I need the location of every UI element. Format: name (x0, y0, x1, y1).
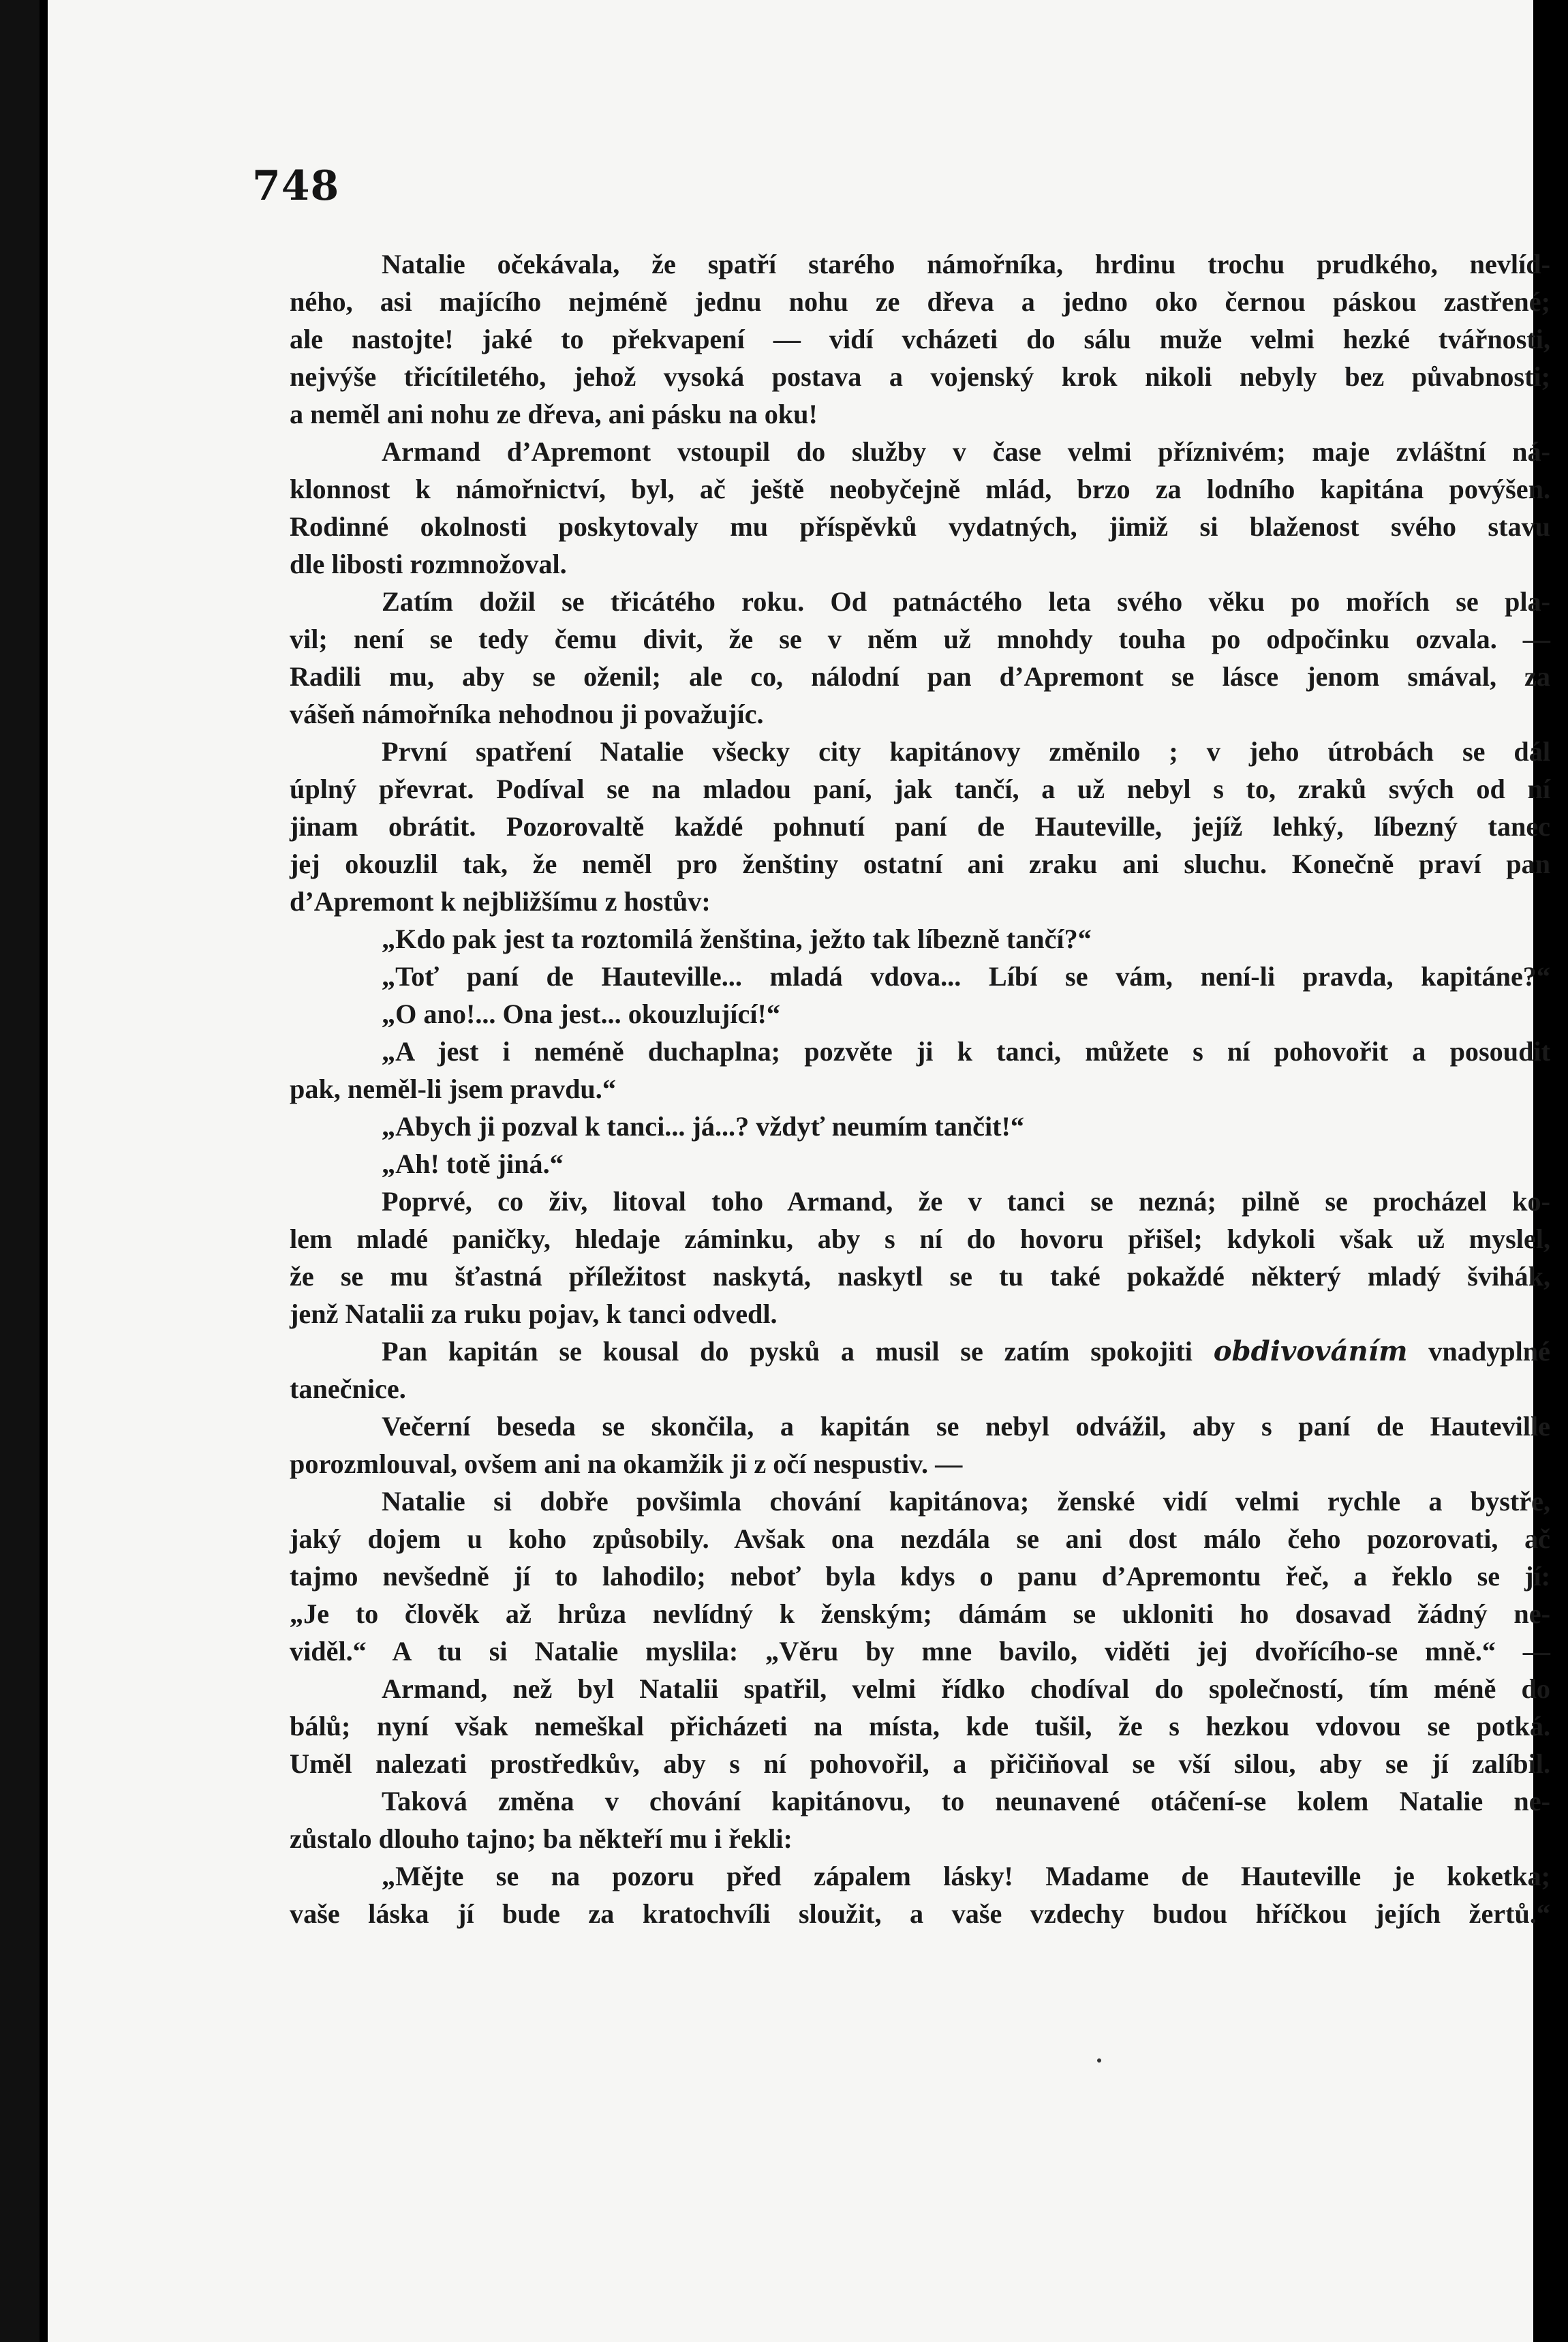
print-speck (1097, 2058, 1101, 2063)
book-page (48, 0, 1550, 2342)
text-line: d’Apremont k nejbližšímu z hostův: (290, 886, 711, 917)
text-line: vil; není se tedy čemu divit, že se v něm už mnohdy touha po odpočinku ozvala. — (290, 624, 1550, 654)
text-line: První spatření Natalie všecky city kapitánovy změnilo ; v jeho útrobách se dál (382, 736, 1550, 767)
text-line: dle libosti rozmnožoval. (290, 549, 567, 579)
text-line: „Kdo pak jest ta roztomilá ženština, ježto tak líbezně tančí?“ (382, 924, 1092, 954)
text-line: jinam obrátit. Pozorovaltě každé pohnutí paní de Hauteville, jejíž lehký, líbezný tanec (290, 811, 1550, 842)
text-line: Poprvé, co živ, litoval toho Armand, že v tanci se nezná; pilně se procházel ko- (382, 1186, 1550, 1217)
text-line: ale nastojte! jaké to překvapení — vidí vcházeti do sálu muže velmi hezké tvářnosti, (290, 324, 1550, 354)
text-line: že se mu šťastná příležitost naskytá, naskytl se tu také pokaždé některý mladý švihák, (290, 1261, 1550, 1292)
text-line: Natalie očekávala, že spatří starého námořníka, hrdinu trochu prudkého, nevlíd- (382, 249, 1550, 279)
text-line: Zatím dožil se třicátého roku. Od patnáctého leta svého věku po mořích se pla- (382, 586, 1550, 617)
text-line: Uměl nalezati prostředkův, aby s ní pohovořil, a přičiňoval se vší silou, aby se jí zalíbil. (290, 1748, 1550, 1779)
text-line: Radili mu, aby se oženil; ale co, nálodní pan d’Apremont se lásce jenom smával, za (290, 661, 1550, 692)
text-line: Armand, než byl Natalii spatřil, velmi řídko chodíval do společností, tím méně do (382, 1673, 1550, 1704)
text-line: pak, neměl-li jsem pravdu.“ (290, 1074, 616, 1104)
scan-edge (0, 0, 40, 2342)
text-line: bálů; nyní však nemeškal přicházeti na místa, kde tušil, že s hezkou vdovou se potká. (290, 1711, 1550, 1742)
text-line: zůstalo dlouho tajno; ba někteří mu i řekli: (290, 1823, 793, 1854)
text-line: „Mějte se na pozoru před zápalem lásky! Madame de Hauteville je koketka; (382, 1861, 1550, 1891)
text-line: úplný převrat. Podíval se na mladou paní, jak tančí, a už nebyl s to, zraků svých od ní (290, 774, 1550, 804)
text-line: tanečnice. (290, 1373, 406, 1404)
text-line: nejvýše třicítiletého, jehož vysoká postava a vojenský krok nikoli nebyly bez půvabnosti; (290, 361, 1550, 392)
text-line: Taková změna v chování kapitánovu, to neunavené otáčení-se kolem Natalie ne- (382, 1786, 1550, 1816)
text-line: Rodinné okolnosti poskytovaly mu příspěvků vydatných, jimiž si blaženost svého stavu (290, 511, 1550, 542)
text-line: Večerní beseda se skončila, a kapitán se nebyl odvážil, aby s paní de Hauteville (382, 1411, 1550, 1442)
text-line: jej okouzlil tak, že neměl pro ženštiny ostatní ani zraku ani sluchu. Konečně praví pan (290, 849, 1550, 879)
text-line: jaký dojem u koho způsobily. Avšak ona nezdála se ani dost málo čeho pozorovati, ač (290, 1523, 1550, 1554)
text-line: „O ano!... Ona jest... okouzlující!“ (382, 999, 780, 1029)
text-line: „Ah! totě jiná.“ (382, 1149, 564, 1179)
text-line: ného, asi majícího nejméně jednu nohu ze dřeva a jedno oko černou páskou zastřené; (290, 286, 1550, 317)
text-line: „A jest i neméně duchaplna; pozvěte ji k tanci, můžete s ní pohovořit a posoudit (382, 1036, 1550, 1067)
text-line: „Abych ji pozval k tanci... já...? vždyť neumím tančit!“ (382, 1111, 1024, 1142)
text-line: jenž Natalii za ruku pojav, k tanci odvedl. (290, 1298, 778, 1329)
text-line: viděl.“ A tu si Natalie myslila: „Věru by mne bavilo, viděti jej dvořícího-se mně.“ — (290, 1636, 1550, 1667)
text-line: tajmo nevšedně jí to lahodilo; neboť byla kdys o panu d’Apremontu řeč, a řeklo se jí: (290, 1561, 1550, 1592)
text-line: Natalie si dobře povšimla chování kapitánova; ženské vidí velmi rychle a bystře, (382, 1486, 1550, 1517)
text-line: vášeň námořníka nehodnou ji považujíc. (290, 699, 764, 729)
page-number: 748 (252, 162, 340, 210)
text-line: „Je to člověk až hrůza nevlídný k ženským; dámám se ukloniti ho dosavad žádný ne- (290, 1598, 1550, 1629)
text-line: „Toť paní de Hauteville... mladá vdova... Líbí se vám, není-li pravda, kapitáne?“ (382, 961, 1550, 992)
text-line: Armand d’Apremont vstoupil do služby v čase velmi příznivém; maje zvláštní ná- (382, 436, 1550, 467)
text-line: Pan kapitán se kousal do pysků a musil se zatím spokojiti obdivováním vnadyplné (382, 1335, 1550, 1367)
body-text (290, 245, 1550, 1932)
text-line: lem mladé paničky, hledaje záminku, aby s ní do hovoru přišel; kdykoli však už myslel, (290, 1223, 1550, 1254)
text-line: porozmlouval, ovšem ani na okamžik ji z očí nespustiv. — (290, 1448, 963, 1479)
text-line: a neměl ani nohu ze dřeva, ani pásku na oku! (290, 399, 818, 429)
text-line: klonnost k námořnictví, byl, ač ještě neobyčejně mlád, brzo za lodního kapitána povýšen. (290, 474, 1550, 504)
text-line: vaše láska jí bude za kratochvíli sloužit, a vaše vzdechy budou hříčkou jejích žertů.“ (290, 1898, 1550, 1929)
